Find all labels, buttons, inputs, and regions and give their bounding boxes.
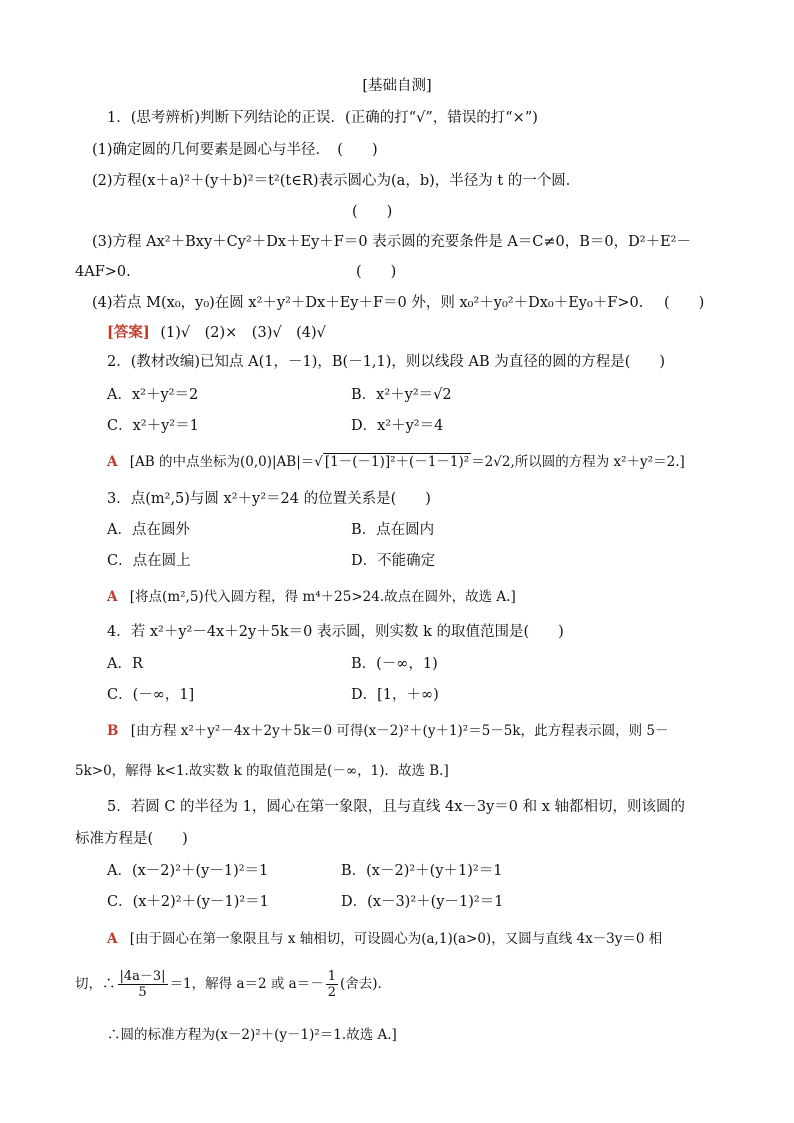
q5-option-d: D．(x－3)²＋(y－1)²＝1 (341, 894, 504, 910)
q2-stem: 2．(教材改编)已知点 A(1，－1)，B(－1,1)，则以线段 AB 为直径的圆的方程是( ) (107, 354, 666, 370)
q5-explanation-3: ∴圆的标准方程为(x－2)²＋(y－1)²＝1.故选 A.] (107, 1027, 397, 1043)
q5-stem-1: 5．若圆 C 的半径为 1，圆心在第一象限，且与直线 4x－3y＝0 和 x 轴都相切，则该圆的 (107, 799, 686, 815)
q5-stem-2: 标准方程是( ) (75, 831, 188, 847)
q4-option-a: A．R (107, 656, 143, 672)
q3-explanation (107, 587, 516, 607)
fraction-abs-denominator: 5 (138, 985, 147, 1000)
q2-option-c: C．x²＋y²＝1 (107, 418, 199, 434)
q1-item-3: (3)方程 Ax²＋Bxy＋Cy²＋Dx＋Ey＋F＝0 表示圆的充要条件是 A＝C≠0，B＝0，D²＋E²－ (92, 234, 691, 250)
q5-key: A (107, 931, 118, 947)
q3-key: A (107, 589, 118, 605)
q4-stem: 4．若 x²＋y²－4x＋2y＋5k＝0 表示圆，则实数 k 的取值范围是( ) (107, 624, 564, 640)
q1-item-3-cont: 4AF>0. (75, 264, 131, 280)
fraction-abs-numerator: |4a－3| (119, 969, 166, 984)
q3-option-b: B．点在圆内 (351, 522, 435, 538)
answer-label: [答案] (107, 324, 150, 341)
q3-option-a: A．点在圆外 (107, 522, 190, 538)
q4-key: B (107, 723, 119, 739)
q2-explanation (107, 452, 685, 472)
q2-exp-radicand: [1－(－1)]²＋(－1－1)² (324, 454, 470, 470)
q3-option-c: C．点在圆上 (107, 553, 191, 569)
q1-item-2: (2)方程(x＋a)²＋(y＋b)²＝t²(t∈R)表示圆心为(a，b)，半径为 t 的一个圆． (92, 173, 581, 189)
q4-option-c: C．(－∞，1] (107, 687, 195, 703)
q5-option-b: B．(x－2)²＋(y＋1)²＝1 (341, 863, 503, 879)
q5-exp-2c: (舍去)． (340, 976, 392, 992)
q4-explanation-2: 5k>0，解得 k<1.故实数 k 的取值范围是(－∞，1)．故选 B.] (75, 763, 449, 779)
answer-text: (1)√ (2)× (3)√ (4)√ (160, 325, 326, 341)
q2-key: A (107, 454, 118, 470)
q4-option-d: D．[1，＋∞) (351, 687, 439, 703)
q5-exp-1: [由于圆心在第一象限且与 x 轴相切，可设圆心为(a,1)(a>0)，又圆与直线 4x－3y＝0 相 (129, 931, 663, 947)
q5-option-c: C．(x＋2)²＋(y－1)²＝1 (107, 894, 269, 910)
section-title: [基础自测] (362, 78, 432, 94)
fraction-half (326, 969, 338, 1000)
q3-option-d: D．不能确定 (351, 553, 436, 569)
q3-exp: [将点(m²,5)代入圆方程，得 m⁴＋25>24.故点在圆外，故选 A.] (129, 589, 516, 605)
q1-item-2-paren: ( ) (352, 204, 393, 220)
q4-option-b: B．(－∞，1) (351, 656, 438, 672)
fraction-abs (118, 969, 168, 1000)
q1-item-3-paren: ( ) (356, 264, 397, 280)
q1-item-1: (1)确定圆的几何要素是圆心与半径． ( ) (92, 142, 378, 158)
q5-exp-2b: ＝1，解得 a＝2 或 a＝－ (169, 976, 324, 992)
q1-answer (107, 323, 326, 343)
fraction-half-numerator: 1 (327, 969, 336, 984)
q5-explanation-1 (107, 929, 662, 949)
q4-explanation-1 (107, 721, 668, 741)
q2-exp-b: ＝2√2,所以圆的方程为 x²＋y²＝2.] (471, 454, 685, 470)
q2-option-a: A．x²＋y²＝2 (107, 387, 199, 403)
sqrt-sign: √ (314, 454, 323, 470)
q2-option-d: D．x²＋y²＝4 (351, 418, 444, 434)
q4-exp-1: [由方程 x²＋y²－4x＋2y＋5k＝0 可得(x－2)²＋(y＋1)²＝5－5k，此方程表示圆，则 5－ (130, 723, 669, 739)
q2-exp-a: [AB 的中点坐标为(0,0)|AB|＝ (129, 454, 315, 470)
q1-item-4: (4)若点 M(x₀，y₀)在圆 x²＋y²＋Dx＋Ey＋F＝0 外，则 x₀²＋y₀²＋Dx₀＋Ey₀＋F>0. (92, 295, 644, 311)
q1-item-4-paren: ( ) (664, 295, 705, 311)
q5-exp-2a: 切，∴ (75, 976, 116, 992)
q3-stem: 3．点(m²,5)与圆 x²＋y²＝24 的位置关系是( ) (107, 491, 431, 507)
fraction-half-denominator: 2 (327, 985, 336, 1000)
q5-option-a: A．(x－2)²＋(y－1)²＝1 (107, 863, 269, 879)
q2-option-b: B．x²＋y²＝√2 (351, 387, 452, 403)
q5-explanation-2 (75, 964, 391, 1004)
q1-stem: 1．(思考辨析)判断下列结论的正误．(正确的打“√”，错误的打“×”) (107, 110, 538, 126)
